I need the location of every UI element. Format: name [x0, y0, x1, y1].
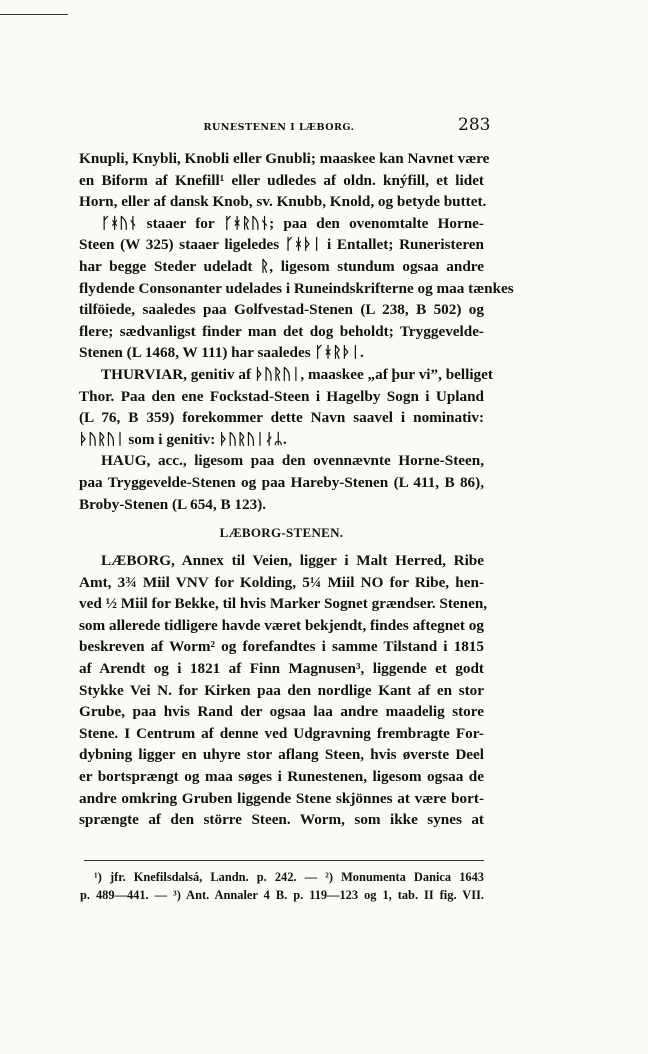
running-head-title: RUNESTENEN I LÆBORG. [203, 122, 355, 133]
footnotes [80, 868, 484, 904]
footnote-separator [84, 860, 484, 861]
body-text [79, 148, 514, 831]
text-line: er bortsprængt og maa søges i Runestenen, ligesom ogsaa de [79, 768, 484, 786]
text-line: ved ½ Miil for Bekke, til hvis Marker Sognet grændser. Stenen, [79, 595, 488, 613]
text-line: tilföiede, saaledes paa Golfvestad-Stenen (L 238, B 502) og [79, 301, 484, 319]
text-line: Stene. I Centrum af denne ved Udgravning frembragte For- [79, 724, 484, 742]
text-line: andre omkring Gruben liggende Stene skjönnes at være bort- [79, 789, 484, 807]
running-header [70, 122, 488, 133]
text-line: Thor. Paa den ene Fockstad-Steen i Hagelby Sogn i Upland [79, 387, 484, 405]
text-line: beskreven af Worm² og forefandtes i samme Tilstand i 1815 [79, 638, 484, 656]
text-line: af Arendt og i 1821 af Finn Magnusen³, liggende et godt [79, 660, 484, 678]
text-line: paa Tryggevelde-Stenen og paa Hareby-Stenen (L 411, B 86), [79, 473, 484, 491]
text-line: sprængte af den större Steen. Worm, som ikke synes at [79, 811, 484, 829]
text-line: Grube, paa hvis Rand der ogsaa laa andre maadelig store [79, 703, 484, 721]
text-line: Stenen (L 1468, W 111) har saaledes ᚴᚼᚱᚦᛁ. [79, 344, 364, 362]
text-line: en Biform af Knefill¹ eller udledes af oldn. knýfill, et lidet [79, 171, 484, 189]
text-line: Amt, 3¾ Miil VNV for Kolding, 5¼ Miil NO for Ribe, hen- [79, 573, 484, 591]
text-line: flere; sædvanligst finder man det dog beholdt; Tryggevelde- [79, 322, 484, 340]
text-line: som allerede tidligere havde været bekjendt, findes aftegnet og [79, 616, 484, 634]
footnote-line: p. 489—441. — ³) Ant. Annaler 4 B. p. 119—123 og 1, tab. II fig. VII. [80, 888, 484, 902]
text-line: ᚴᚼᚢᚾ staaer for ᚴᚼᚱᚢᚾ; paa den ovenomtalte Horne- [101, 214, 484, 232]
text-line: dybning ligger en uhyre stor aflang Steen, hvis øverste Deel [79, 746, 484, 764]
text-line: Broby-Stenen (L 654, B 123). [79, 495, 267, 513]
text-line: Steen (W 325) staaer ligeledes ᚴᚼᚦᛁ i Entallet; Runeristeren [79, 236, 484, 254]
text-line: Horn, eller af dansk Knob, sv. Knubb, Knold, og betyde buttet. [79, 193, 487, 211]
text-line: Stykke Vei N. for Kirken paa den nordlige Kant af en stor [79, 681, 484, 699]
text-line: har begge Steder udeladt ᚱ, ligesom stundum ogsaa andre [79, 257, 484, 275]
section-title: LÆBORG-STENEN. [219, 525, 344, 541]
footnote-line: ¹) jfr. Knefilsdalsá, Landn. p. 242. — ²) Monumenta Danica 1643 [94, 870, 484, 884]
text-line: (L 76, B 359) forekommer dette Navn saavel i nominativ: [79, 409, 484, 427]
text-line: HAUG, acc., ligesom paa den ovennævnte Horne-Steen, [101, 452, 484, 470]
text-line: LÆBORG, Annex til Veien, ligger i Malt Herred, Ribe [101, 552, 484, 570]
page-number: 283 [458, 115, 491, 135]
text-line: Knupli, Knybli, Knobli eller Gnubli; maaskee kan Navnet være [79, 150, 490, 167]
top-edge-rule [0, 14, 68, 15]
text-line: THURVIAR, genitiv af ᚦᚢᚱᚢᛁ, maaskee „af þur vi”, belliget [101, 365, 493, 383]
text-line: ᚦᚢᚱᚢᛁ som i genitiv: ᚦᚢᚱᚢᛁᛅᛦ. [79, 430, 287, 448]
text-line: flydende Consonanter udelades i Runeindskrifterne og maa tænkes [79, 279, 514, 297]
